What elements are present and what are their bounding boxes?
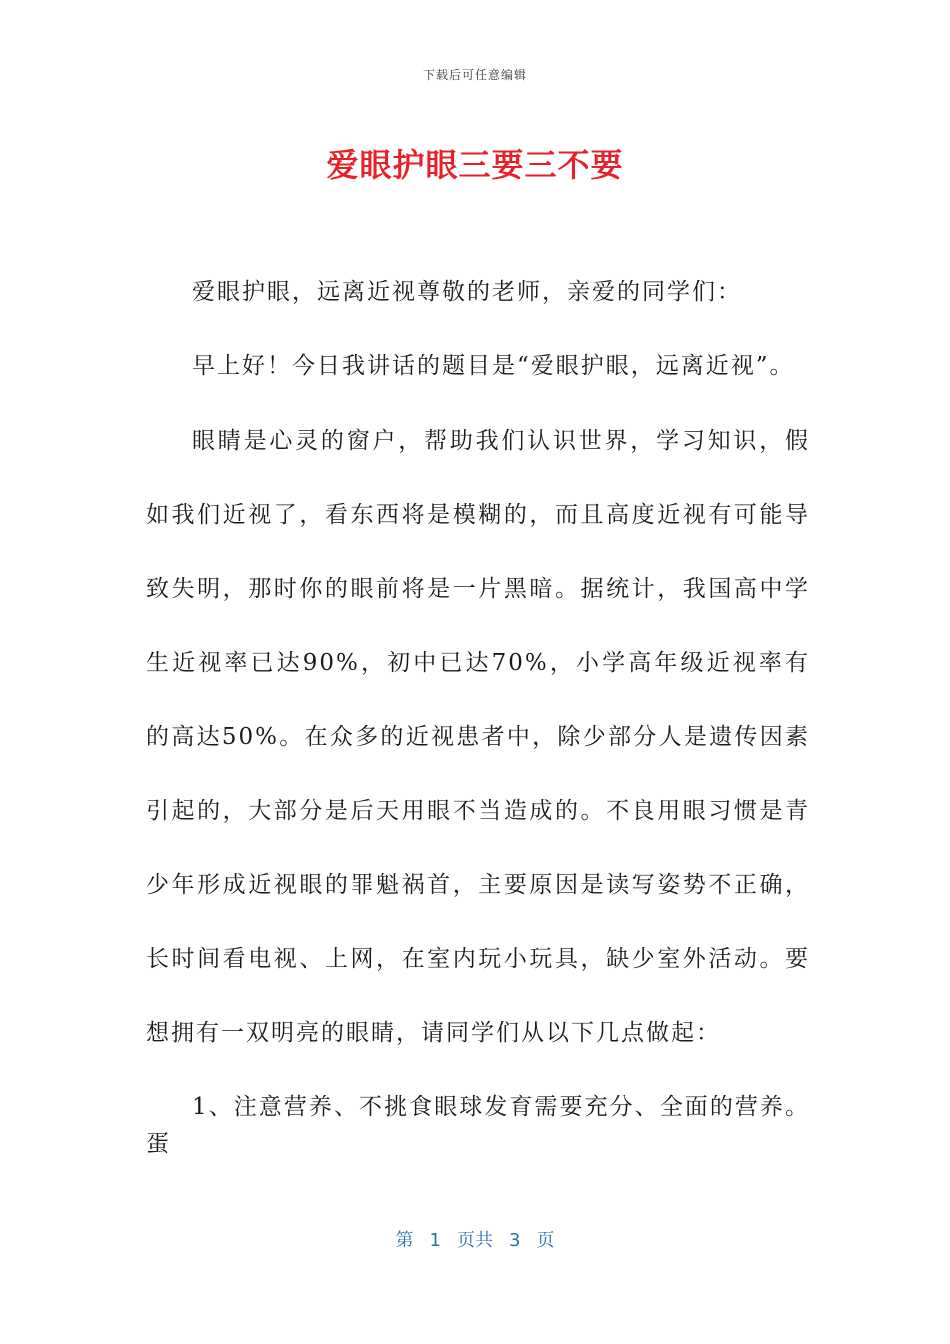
document-body [146,274,810,1200]
page-footer [0,1226,950,1252]
page-number: 1 [429,1230,441,1251]
greeting-paragraph: 爱眼护眼，远离近视尊敬的老师，亲爱的同学们： [192,279,742,305]
document-title: 爱眼护眼三要三不要 [326,146,624,184]
page-middle: 页共 [457,1230,493,1251]
page-total: 3 [509,1230,521,1251]
page-prefix: 第 [395,1230,414,1251]
main-paragraph: 眼睛是心灵的窗户，帮助我们认识世界，学习知识，假如我们近视了，看东西将是模糊的，而且高度近视有可能导致失明，那时你的眼前将是一片黑暗。据统计，我国高中学生近视率已达90%，初中已达70%，小学高年级近视率有的高达50%。在众多的近视患者中，除少部分人是遗传因素引起的，大部分是后天用眼不当造成的。不良用眼习惯是青少年形成近视眼的罪魁祸首，主要原因是读写姿势不正确，长时间看电视、上网，在室内玩小玩具，缺少室外活动。要想拥有一双明亮的眼睛，请同学们从以下几点做起： [146,428,810,1046]
page-suffix: 页 [536,1230,555,1251]
header-note: 下载后可任意编辑 [422,68,527,82]
point-one-paragraph: 1、注意营养、不挑食眼球发育需要充分、全面的营养。蛋 [146,1094,810,1157]
opening-paragraph: 早上好！今日我讲话的题目是“爱眼护眼，远离近视”。 [192,353,795,379]
